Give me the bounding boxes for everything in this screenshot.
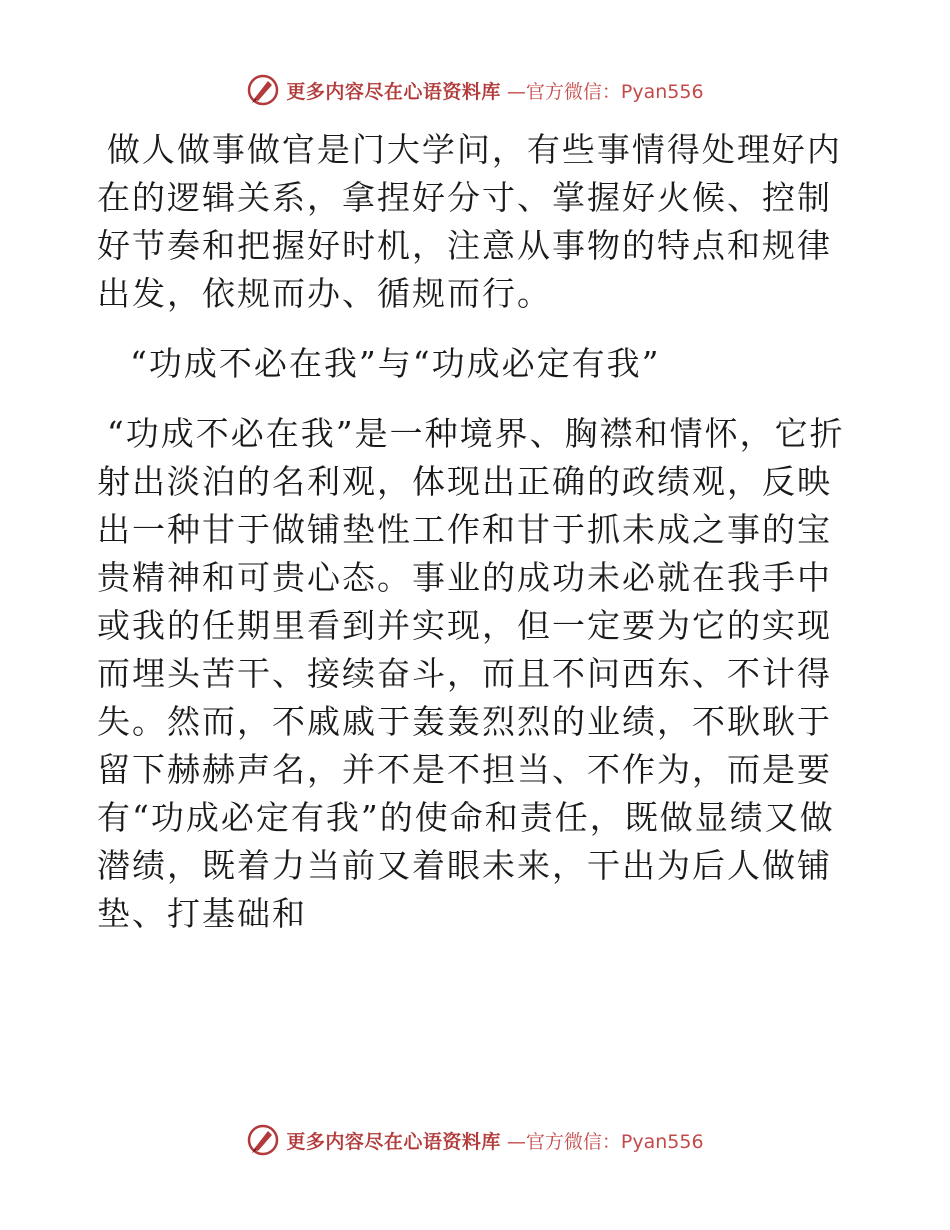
header-slogan: 更多内容尽在心语资料库 (286, 80, 501, 103)
paragraph: “功成不必在我”是一种境界、胸襟和情怀，它折射出淡泊的名利观，体现出正确的政绩观，反映出一种甘于做铺垫性工作和甘于抓未成之事的宝贵精神和可贵心态。事业的成功未必就在我手中或我的任期里看到并实现，但一定要为它的实现而埋头苦干、接续奋斗，而且不问西东、不计得失。然而，不戚戚于轰轰烈烈的业绩，不耿耿于留下赫赫声名，并不是不担当、不作为，而是要有“功成必定有我”的使命和责任，既做显绩又做潜绩，既着力当前又着眼未来，干出为后人做铺垫、打基础和 (97, 414, 845, 933)
section-heading: “功成不必在我”与“功成必定有我” (130, 344, 661, 383)
footer-slogan: 更多内容尽在心语资料库 (286, 1130, 501, 1153)
header-watermark (0, 70, 950, 110)
paragraph: 做人做事做官是门大学问，有些事情得处理好内在的逻辑关系，拿捏好分寸、掌握好火候、控制好节奏和把握好时机，注意从事物的特点和规律出发，依规而办、循规而行。 (97, 130, 842, 313)
footer-wechat: —官方微信：Pyan556 (506, 1130, 704, 1153)
footer-watermark (0, 1120, 950, 1160)
header-wechat: —官方微信：Pyan556 (506, 80, 704, 103)
quill-pen-icon (246, 1123, 280, 1157)
quill-pen-icon (246, 73, 280, 107)
document-body (97, 126, 853, 938)
